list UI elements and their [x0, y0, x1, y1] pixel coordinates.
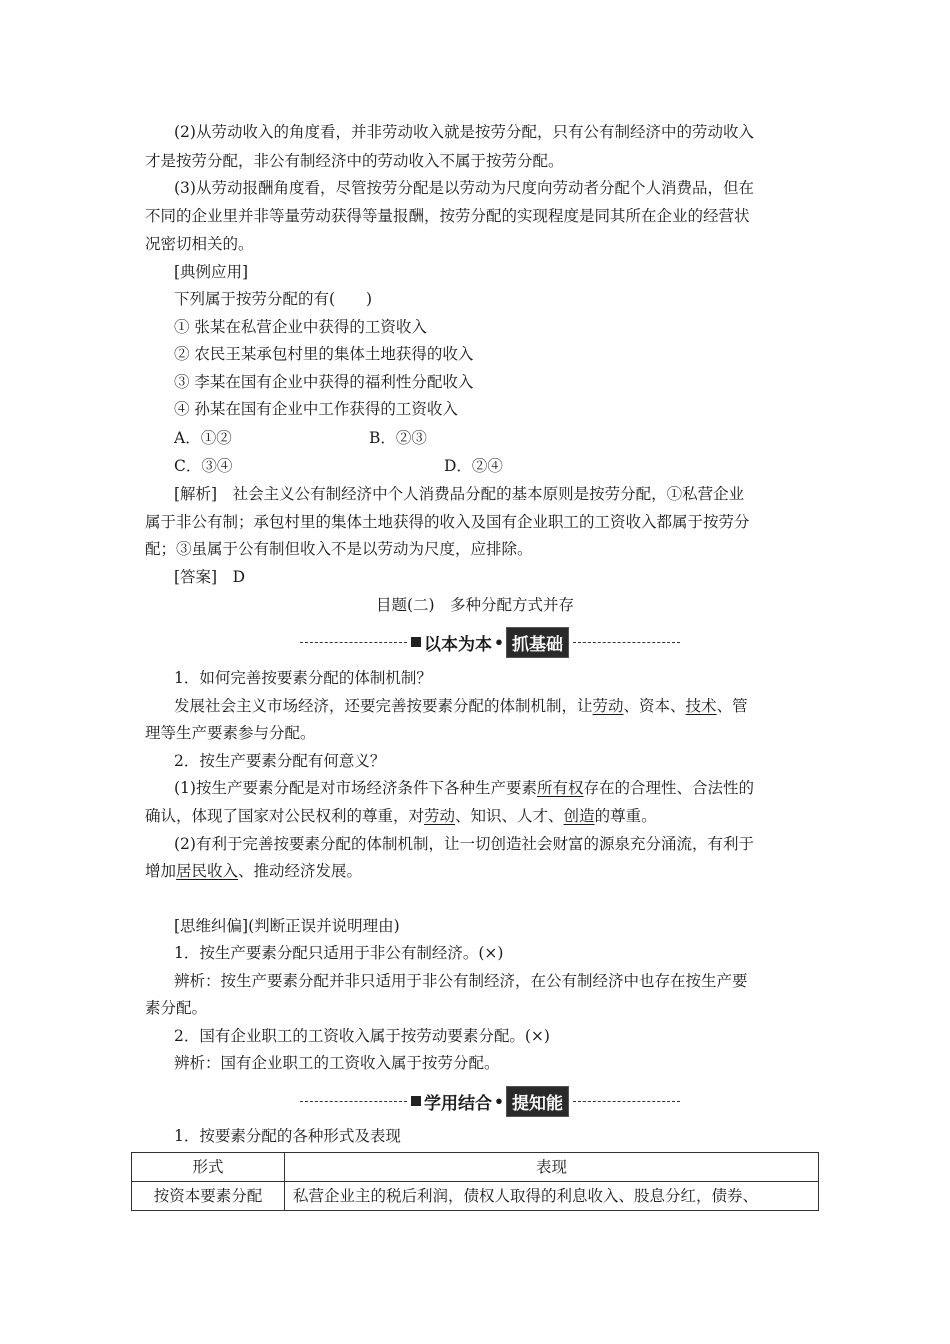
- question-item: ① 张某在私营企业中获得的工资收入: [174, 318, 427, 336]
- basics-answer-line: 理等生产要素参与分配。: [145, 724, 316, 742]
- paragraph-line: 才是按劳分配，非公有制经济中的劳动收入不属于按劳分配。: [145, 152, 564, 170]
- question-item: ④ 孙某在国有企业中工作获得的工资收入: [174, 400, 458, 418]
- table-header: 形式: [132, 1153, 285, 1182]
- dashed-rule: [300, 1101, 407, 1102]
- underlined-term: 技术: [685, 697, 717, 715]
- paragraph-line: 不同的企业里并非等量劳动获得等量报酬，按劳分配的实现程度是同其所在企业的经营状: [145, 207, 750, 225]
- underlined-term: 创造: [563, 807, 595, 825]
- table-cell: 私营企业主的税后利润，债权人取得的利息收入、股息分红，债券、: [285, 1182, 819, 1211]
- table-cell: 按资本要素分配: [132, 1182, 285, 1211]
- underlined-term: 所有权: [536, 779, 584, 797]
- basics-question: 2．按生产要素分配有何意义？: [174, 752, 386, 770]
- dot-separator: •: [494, 632, 504, 652]
- judge-item: 2．国有企业职工的工资收入属于按劳动要素分配。(×): [174, 1027, 550, 1045]
- analysis-line: 配；③虽属于公有制但收入不是以劳动为尺度，应排除。: [145, 540, 533, 558]
- option-c: C．③④: [174, 457, 233, 475]
- judge-heading: [思维纠偏](判断正误并说明理由): [174, 917, 400, 935]
- basics-answer-line: (2)有利于完善按要素分配的体制机制，让一切创造社会财富的源泉充分涌流，有利于: [174, 835, 754, 853]
- example-heading: [典例应用]: [174, 263, 249, 281]
- banner-application: [300, 1086, 680, 1116]
- distribution-table: [131, 1152, 819, 1211]
- option-a: A．①②: [174, 429, 232, 447]
- section-title: 目题(二) 多种分配方式并存: [375, 596, 575, 614]
- paragraph-line: 况密切相关的。: [145, 235, 254, 253]
- table-header-row: [132, 1153, 819, 1182]
- banner-text: 以本为本: [424, 634, 493, 655]
- option-d: D．②④: [444, 457, 503, 475]
- basics-answer-line: (1)按生产要素分配是对市场经济条件下各种生产要素所有权存在的合理性、合法性的: [174, 779, 754, 797]
- underlined-term: 居民收入: [176, 862, 239, 880]
- question-text: 下列属于按劳分配的有( ): [174, 290, 373, 308]
- analysis-line: 属于非公有制；承包村里的集体土地获得的收入及国有企业职工的工资收入都属于按劳分: [145, 513, 750, 531]
- paragraph-line: (2)从劳动收入的角度看，并非劳动收入就是按劳分配，只有公有制经济中的劳动收入: [174, 123, 754, 141]
- dashed-rule: [573, 1101, 680, 1102]
- table-title: 1．按要素分配的各种形式及表现: [174, 1127, 401, 1145]
- judge-analysis: 辨析：按生产要素分配并非只适用于非公有制经济，在公有制经济中也存在按生产要: [174, 972, 748, 990]
- banner-tag: 提知能: [506, 1086, 569, 1117]
- banner-basics: [300, 627, 680, 657]
- judge-analysis: 素分配。: [145, 999, 208, 1017]
- dashed-rule: [573, 642, 680, 643]
- basics-question: 1．如何完善按要素分配的体制机制？: [174, 669, 432, 687]
- banner-text: 学用结合: [424, 1093, 493, 1114]
- option-b: B．②③: [369, 429, 427, 447]
- dashed-rule: [300, 642, 407, 643]
- paragraph-line: (3)从劳动报酬角度看，尽管按劳分配是以劳动为尺度向劳动者分配个人消费品，但在: [174, 179, 754, 197]
- question-item: ③ 李某在国有企业中获得的福利性分配收入: [174, 373, 474, 391]
- square-icon: [411, 637, 421, 647]
- basics-answer-line: 增加居民收入、推动经济发展。: [145, 862, 363, 880]
- dot-separator: •: [494, 1091, 504, 1111]
- banner-tag: 抓基础: [506, 627, 569, 658]
- table-row: [132, 1182, 819, 1211]
- analysis-line: [解析] 社会主义公有制经济中个人消费品分配的基本原则是按劳分配，①私营企业: [174, 485, 745, 503]
- square-icon: [411, 1096, 421, 1106]
- question-item: ② 农民王某承包村里的集体土地获得的收入: [174, 345, 474, 363]
- table-header: 表现: [285, 1153, 819, 1182]
- underlined-term: 劳动: [592, 697, 624, 715]
- basics-answer-line: 发展社会主义市场经济，还要完善按要素分配的体制机制，让劳动、资本、技术、管: [174, 697, 748, 715]
- basics-answer-line: 确认，体现了国家对公民权利的尊重，对劳动、知识、人才、创造的尊重。: [145, 807, 657, 825]
- judge-item: 1．按生产要素分配只适用于非公有制经济。(×): [174, 944, 504, 962]
- underlined-term: 劳动: [424, 807, 456, 825]
- answer-line: [答案] D: [174, 568, 246, 586]
- judge-analysis: 辨析：国有企业职工的工资收入属于按劳分配。: [174, 1054, 500, 1072]
